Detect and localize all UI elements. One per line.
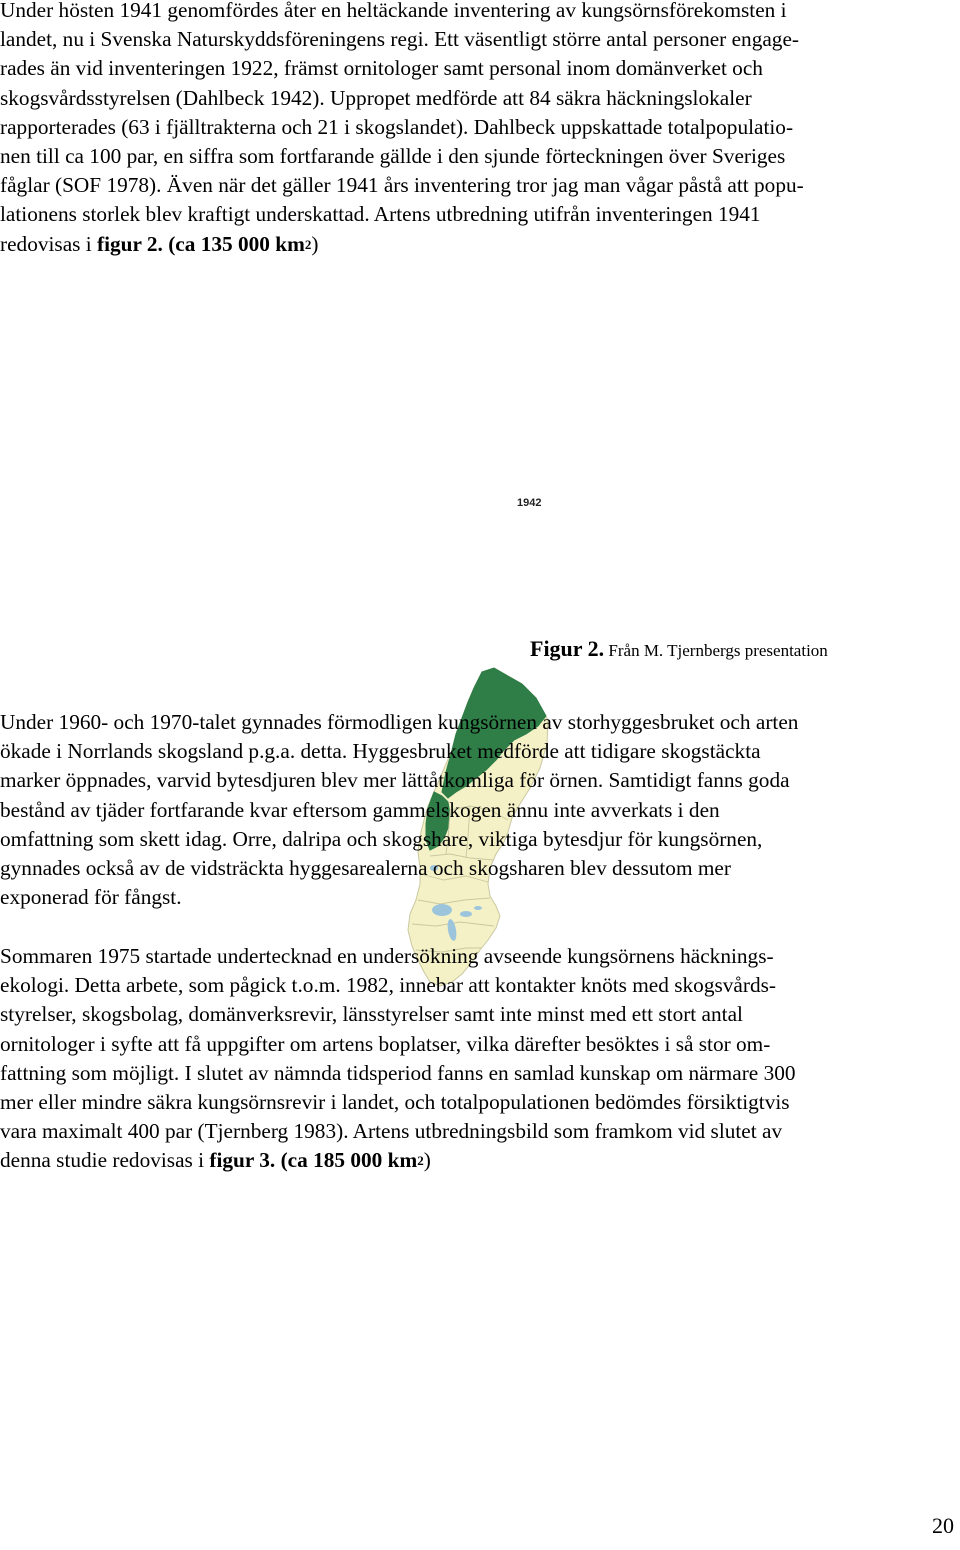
map-year-label: 1942 xyxy=(517,497,542,509)
text-line: ornitologer i syfte att få uppgifter om artens boplatser, vilka därefter besöktes i så stor om- xyxy=(0,1031,771,1056)
text-line: vara maximalt 400 par (Tjernberg 1983). Artens utbredningsbild som framkom vid slutet av xyxy=(0,1119,783,1144)
text-line-last xyxy=(0,230,958,261)
text-line: ökade i Norrlands skogsland p.g.a. detta. Hyggesbruket medförde att tidigare skogstäckta xyxy=(0,739,761,764)
text-line: Sommaren 1975 startade undertecknad en undersökning avseende kungsörnens häcknings- xyxy=(0,944,774,968)
text-line: Under hösten 1941 genomfördes åter en heltäckande inventering av kungsörnsförekomsten i xyxy=(0,0,787,22)
text-line: rapporterades (63 i fjälltrakterna och 21 i skogslandet). Dahlbeck uppskattade totalpopulatio- xyxy=(0,114,794,139)
paragraph-1941-inventory xyxy=(0,0,958,261)
text-line: bestånd av tjäder fortfarande kvar eftersom gammelskogen ännu inte avverkats i den xyxy=(0,797,720,822)
figure-caption-title: Figur 2. xyxy=(530,636,605,661)
text-line: marker öppnades, varvid bytesdjuren blev mer lättåtkomliga för örnen. Samtidigt fanns goda xyxy=(0,768,790,793)
text-line: landet, nu i Svenska Naturskyddsföreningens regi. Ett väsentligt större antal personer engage- xyxy=(0,27,799,52)
text-line: exponerad för fångst. xyxy=(0,885,182,910)
figure-reference: figur 3. xyxy=(209,1148,276,1173)
area-text: (ca 185 000 km xyxy=(275,1148,418,1173)
figure-caption xyxy=(530,636,828,662)
text-line: omfattning som skett idag. Orre, dalripa och skogshare, viktiga bytesdjur för kungsörnen, xyxy=(0,826,763,851)
text-line-last xyxy=(0,1146,958,1177)
text-line: skogsvårdsstyrelsen (Dahlbeck 1942). Uppropet medförde att 84 säkra häckningslokaler xyxy=(0,85,752,110)
text-prefix: redovisas i xyxy=(0,231,98,256)
text-prefix: denna studie redovisas i xyxy=(0,1148,210,1173)
paragraph-1975-study xyxy=(0,942,958,1178)
text-line: fåglar (SOF 1978). Även när det gäller 1941 års inventering tror jag man vågar påstå att popu- xyxy=(0,173,804,198)
text-line: mer eller mindre säkra kungsörnsrevir i landet, och totalpopulationen bedömdes försiktigtvis xyxy=(0,1090,790,1115)
closing-paren: ) xyxy=(423,1148,431,1173)
figure-caption-source: Från M. Tjernbergs presentation xyxy=(604,641,828,660)
figure-reference: figur 2. xyxy=(97,231,163,256)
text-line: lationens storlek blev kraftigt underskattad. Artens utbredning utifrån inventeringen 1941 xyxy=(0,202,761,227)
text-line: Under 1960- och 1970-talet gynnades förmodligen kungsörnen av storhyggesbruket och arten xyxy=(0,710,799,734)
text-line: styrelser, skogsbolag, domänverksrevir, länsstyrelser samt inte minst med ett stort antal xyxy=(0,1002,743,1027)
page-number: 20 xyxy=(932,1513,954,1538)
text-line: ekologi. Detta arbete, som pågick t.o.m. 1982, innebar att kontakter knöts med skogsvårds- xyxy=(0,973,776,998)
area-text: (ca 135 000 km xyxy=(162,231,305,256)
closing-paren: ) xyxy=(311,231,319,256)
text-line: rades än vid inventeringen 1922, främst ornitologer samt personal inom domänverket och xyxy=(0,56,763,81)
text-line: gynnades också av de vidsträckta hyggesarealerna och skogsharen blev dessutom mer xyxy=(0,856,731,881)
text-line: nen till ca 100 par, en siffra som fortfarande gällde i den sjunde förteckningen över Sveriges xyxy=(0,144,786,169)
superscript: 2 xyxy=(304,236,312,252)
paragraph-1960s-1970s xyxy=(0,708,958,912)
text-line: fattning som möjligt. I slutet av nämnda tidsperiod fanns en samlad kunskap om närmare 300 xyxy=(0,1060,796,1085)
superscript: 2 xyxy=(417,1153,424,1169)
